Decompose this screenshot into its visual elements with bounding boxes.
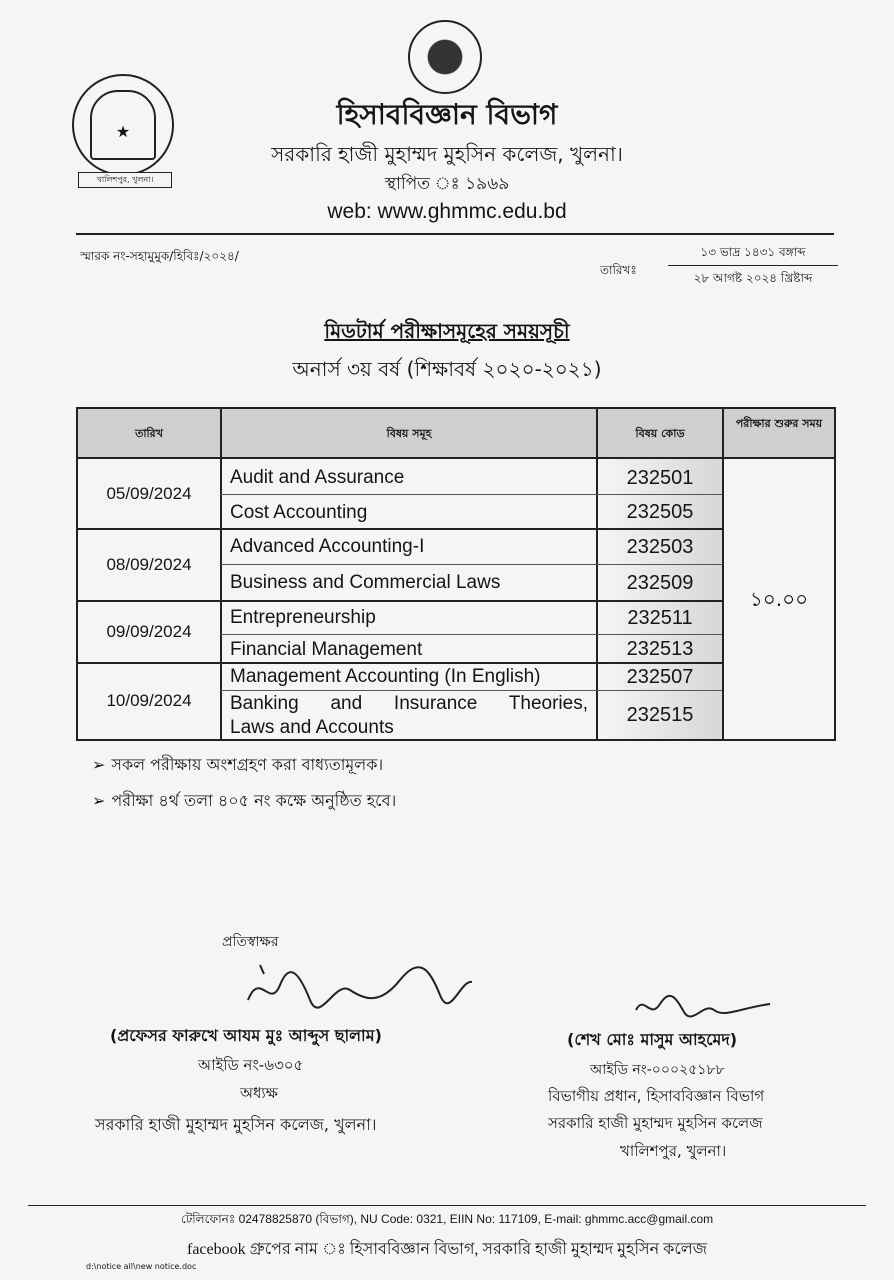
principal-college: সরকারি হাজী মুহাম্মদ মুহসিন কলেজ, খুলনা। <box>95 1115 377 1134</box>
note-item <box>92 752 383 779</box>
subject-cell: Management Accounting (In English) <box>230 666 541 687</box>
logo-caption: খালিশপুর, খুলনা। <box>78 172 172 188</box>
footer-contact: টেলিফোনঃ 02478825870 (বিভাগ), NU Code: 0321, EIIN No: 117109, E-mail: ghmmc.acc@gmail.com <box>180 1212 714 1226</box>
header-code: বিষয় কোড <box>598 409 722 459</box>
established-year: স্থাপিত ঃ ১৯৬৯ <box>384 174 510 194</box>
date-bangla: ১৩ ভাদ্র ১৪৩১ বঙ্গাব্দ <box>700 245 806 259</box>
website-link[interactable]: web: www.ghmmc.edu.bd <box>327 200 567 223</box>
college-name: সরকারি হাজী মুহাম্মদ মুহসিন কলেজ, খুলনা। <box>271 142 623 166</box>
notice-title-text: মিডটার্ম পরীক্ষাসমূহের সময়সূচী <box>324 319 570 343</box>
code-cell: 232501 <box>626 467 694 489</box>
code-cell: 232513 <box>626 638 694 660</box>
header-date: তারিখ <box>78 409 220 459</box>
exam-schedule-table <box>76 407 836 741</box>
principal-id: আইডি নং-৬৩০৫ <box>198 1056 304 1074</box>
subject-cell: Advanced Accounting-I <box>230 536 425 557</box>
code-cell: 232503 <box>626 536 694 558</box>
head-college: সরকারি হাজী মুহাম্মদ মুহসিন কলেজ <box>548 1114 763 1132</box>
subject-cell: Business and Commercial Laws <box>230 572 501 593</box>
principal-name: (প্রফেসর ফারুখে আযম মুঃ আব্দুস ছালাম) <box>110 1026 382 1045</box>
note-item <box>92 788 396 815</box>
code-cell: 232505 <box>626 501 694 523</box>
date-cell: 10/09/2024 <box>106 691 192 710</box>
code-cell: 232515 <box>626 704 694 726</box>
subject-cell-continued: Laws and Accounts <box>230 717 394 738</box>
subject-cell: Entrepreneurship <box>230 607 376 628</box>
government-seal-icon <box>408 20 482 94</box>
code-cell: 232511 <box>627 607 693 629</box>
code-cell: 232507 <box>626 666 694 688</box>
file-path: d:\notice all\new notice.doc <box>86 1262 197 1271</box>
footer-facebook: facebook গ্রুপের নাম ঃ হিসাববিজ্ঞান বিভাগ, সরকারি হাজী মুহাম্মদ মুহসিন কলেজ <box>186 1241 708 1258</box>
memo-reference: স্মারক নং-সহামুমুক/হিবিঃ/২০২৪/ <box>80 249 239 263</box>
head-signature <box>630 990 780 1030</box>
date-cell: 08/09/2024 <box>106 555 192 574</box>
notice-title <box>0 317 894 350</box>
date-cell: 09/09/2024 <box>106 622 192 641</box>
arrow-bullet-icon: ➢ <box>92 755 106 774</box>
code-cell: 232509 <box>626 572 694 594</box>
principal-signature <box>240 960 480 1020</box>
date-english: ২৮ আগষ্ট ২০২৪ খ্রিষ্টাব্দ <box>693 271 813 285</box>
note-text: পরীক্ষা ৪র্থ তলা ৪০৫ নং কক্ষে অনুষ্ঠিত হবে। <box>111 791 397 810</box>
arrow-bullet-icon: ➢ <box>92 791 106 810</box>
start-time-cell: ১০.০০ <box>749 587 809 611</box>
date-cell: 05/09/2024 <box>106 484 192 503</box>
date-divider <box>668 265 838 266</box>
head-role: বিভাগীয় প্রধান, হিসাববিজ্ঞান বিভাগ <box>548 1087 765 1105</box>
header-subject: বিষয় সমূহ <box>222 409 596 459</box>
department-title: হিসাববিজ্ঞান বিভাগ <box>336 98 558 131</box>
principal-role: অধ্যক্ষ <box>240 1084 278 1102</box>
header-divider <box>76 233 834 235</box>
subject-line: Banking and Insurance Theories, <box>230 693 588 714</box>
star-icon: ★ <box>115 122 131 141</box>
head-name: (শেখ মোঃ মাসুম আহমেদ) <box>567 1030 738 1049</box>
subject-cell: Financial Management <box>230 639 423 660</box>
subject-cell: Audit and Assurance <box>230 467 405 488</box>
head-id: আইডি নং-০০০২৫১৮৮ <box>590 1062 725 1078</box>
footer-divider <box>28 1205 866 1206</box>
date-label: তারিখঃ <box>600 263 637 277</box>
row-divider <box>220 690 722 691</box>
subject-cell: Cost Accounting <box>230 502 368 523</box>
notice-subtitle: অনার্স ৩য় বর্ষ (শিক্ষাবর্ষ ২০২০-২০২১) <box>292 357 602 381</box>
head-address: খালিশপুর, খুলনা। <box>620 1142 727 1160</box>
countersign-label: প্রতিস্বাক্ষর <box>222 934 279 950</box>
header-start-time: পরীক্ষার শুরুর সময় <box>724 409 834 459</box>
note-text: সকল পরীক্ষায় অংশগ্রহণ করা বাধ্যতামূলক। <box>111 755 384 774</box>
